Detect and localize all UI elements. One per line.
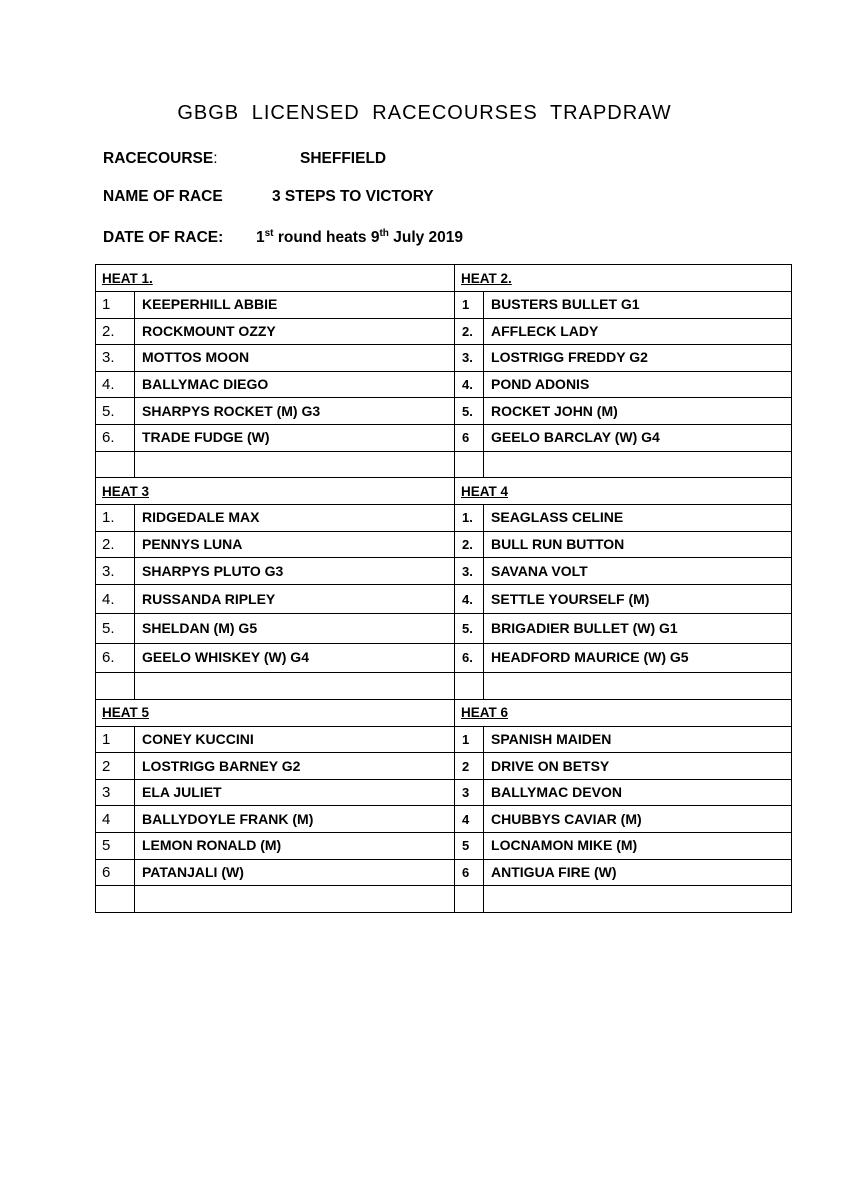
trap-number: 5. bbox=[96, 614, 135, 643]
runner-name: SHARPYS PLUTO G3 bbox=[135, 558, 455, 585]
runner-name: BALLYDOYLE FRANK (M) bbox=[135, 806, 455, 833]
runner-name: BALLYMAC DEVON bbox=[484, 779, 792, 806]
runner-name: LEMON RONALD (M) bbox=[135, 833, 455, 860]
trap-number: 4. bbox=[96, 371, 135, 398]
trap-number: 5. bbox=[455, 398, 484, 425]
runner-name: CONEY KUCCINI bbox=[135, 726, 455, 753]
trap-number: 1. bbox=[96, 505, 135, 532]
blank-cell bbox=[455, 451, 484, 478]
runner-name: SAVANA VOLT bbox=[484, 558, 792, 585]
table-row bbox=[96, 614, 792, 643]
runner-name: LOSTRIGG BARNEY G2 bbox=[135, 753, 455, 780]
table-row bbox=[96, 753, 792, 780]
blank-row bbox=[96, 886, 792, 913]
blank-cell bbox=[135, 451, 455, 478]
runner-name: POND ADONIS bbox=[484, 371, 792, 398]
runner-name: SHELDAN (M) G5 bbox=[135, 614, 455, 643]
trap-number: 4 bbox=[455, 806, 484, 833]
heat-title: HEAT 2. bbox=[455, 265, 792, 292]
trap-number: 4. bbox=[455, 371, 484, 398]
race-name-line bbox=[103, 188, 434, 206]
runner-name: ROCKET JOHN (M) bbox=[484, 398, 792, 425]
trap-number: 1. bbox=[455, 505, 484, 532]
table-row bbox=[96, 806, 792, 833]
runner-name: RUSSANDA RIPLEY bbox=[135, 584, 455, 613]
blank-row bbox=[96, 451, 792, 478]
blank-cell bbox=[96, 451, 135, 478]
trap-number: 2. bbox=[455, 318, 484, 345]
blank-row bbox=[96, 673, 792, 700]
runner-name: CHUBBYS CAVIAR (M) bbox=[484, 806, 792, 833]
trap-number: 1 bbox=[455, 726, 484, 753]
blank-cell bbox=[455, 886, 484, 913]
trap-number: 3. bbox=[455, 345, 484, 372]
trap-number: 2. bbox=[96, 318, 135, 345]
trap-number: 6 bbox=[96, 859, 135, 886]
trap-number: 3 bbox=[96, 779, 135, 806]
trap-number: 6. bbox=[96, 424, 135, 451]
table-row bbox=[96, 558, 792, 585]
runner-name: LOSTRIGG FREDDY G2 bbox=[484, 345, 792, 372]
trap-number: 3. bbox=[96, 345, 135, 372]
trap-number: 5 bbox=[96, 833, 135, 860]
heat-title: HEAT 4 bbox=[455, 478, 792, 505]
table-row bbox=[96, 833, 792, 860]
runner-name: SPANISH MAIDEN bbox=[484, 726, 792, 753]
racecourse-value: SHEFFIELD bbox=[300, 150, 387, 167]
trap-number: 4. bbox=[455, 584, 484, 613]
runner-name: PENNYS LUNA bbox=[135, 531, 455, 558]
table-row bbox=[96, 398, 792, 425]
table-row bbox=[96, 859, 792, 886]
blank-cell bbox=[135, 886, 455, 913]
table-row bbox=[96, 318, 792, 345]
runner-name: KEEPERHILL ABBIE bbox=[135, 292, 455, 319]
table-row bbox=[96, 505, 792, 532]
runner-name: AFFLECK LADY bbox=[484, 318, 792, 345]
race-name-value: 3 STEPS TO VICTORY bbox=[272, 188, 434, 205]
trap-number: 6 bbox=[455, 859, 484, 886]
trap-number: 4. bbox=[96, 584, 135, 613]
runner-name: BRIGADIER BULLET (W) G1 bbox=[484, 614, 792, 643]
trap-number: 2 bbox=[96, 753, 135, 780]
trap-number: 6. bbox=[96, 643, 135, 672]
race-date-value: 1st round heats 9th July 2019 bbox=[256, 228, 464, 246]
runner-name: GEELO BARCLAY (W) G4 bbox=[484, 424, 792, 451]
table-row bbox=[96, 371, 792, 398]
table-row bbox=[96, 779, 792, 806]
blank-cell bbox=[96, 673, 135, 700]
table-row bbox=[96, 345, 792, 372]
trap-number: 2 bbox=[455, 753, 484, 780]
racecourse-label: RACECOURSE: bbox=[103, 150, 218, 167]
heat-title: HEAT 5 bbox=[96, 699, 455, 726]
table-row bbox=[96, 643, 792, 672]
runner-name: BALLYMAC DIEGO bbox=[135, 371, 455, 398]
race-date-line bbox=[103, 229, 463, 247]
trap-number: 1 bbox=[455, 292, 484, 319]
trap-number: 5. bbox=[455, 614, 484, 643]
runner-name: PATANJALI (W) bbox=[135, 859, 455, 886]
blank-cell bbox=[484, 886, 792, 913]
document-title: GBGB LICENSED RACECOURSES TRAPDRAW bbox=[177, 102, 672, 124]
heat-title: HEAT 1. bbox=[96, 265, 455, 292]
heat-title: HEAT 6 bbox=[455, 699, 792, 726]
runner-name: GEELO WHISKEY (W) G4 bbox=[135, 643, 455, 672]
runner-name: LOCNAMON MIKE (M) bbox=[484, 833, 792, 860]
trap-number: 2. bbox=[455, 531, 484, 558]
trap-number: 2. bbox=[96, 531, 135, 558]
runner-name: ELA JULIET bbox=[135, 779, 455, 806]
trap-number: 6 bbox=[455, 424, 484, 451]
racecourse-line bbox=[103, 150, 386, 168]
blank-cell bbox=[135, 673, 455, 700]
trap-number: 3. bbox=[96, 558, 135, 585]
blank-cell bbox=[484, 451, 792, 478]
runner-name: BUSTERS BULLET G1 bbox=[484, 292, 792, 319]
trap-number: 6. bbox=[455, 643, 484, 672]
table-row bbox=[96, 726, 792, 753]
blank-cell bbox=[484, 673, 792, 700]
runner-name: SETTLE YOURSELF (M) bbox=[484, 584, 792, 613]
runner-name: MOTTOS MOON bbox=[135, 345, 455, 372]
trap-number: 5. bbox=[96, 398, 135, 425]
race-date-label: DATE OF RACE: bbox=[103, 229, 224, 246]
table-row bbox=[96, 424, 792, 451]
table-row bbox=[96, 584, 792, 613]
blank-cell bbox=[455, 673, 484, 700]
runner-name: HEADFORD MAURICE (W) G5 bbox=[484, 643, 792, 672]
trap-number: 3 bbox=[455, 779, 484, 806]
heat-title: HEAT 3 bbox=[96, 478, 455, 505]
runner-name: ANTIGUA FIRE (W) bbox=[484, 859, 792, 886]
runner-name: SEAGLASS CELINE bbox=[484, 505, 792, 532]
trap-number: 3. bbox=[455, 558, 484, 585]
race-name-label: NAME OF RACE bbox=[103, 188, 223, 205]
runner-name: TRADE FUDGE (W) bbox=[135, 424, 455, 451]
runner-name: BULL RUN BUTTON bbox=[484, 531, 792, 558]
trap-number: 5 bbox=[455, 833, 484, 860]
table-row bbox=[96, 531, 792, 558]
trapdraw-table bbox=[95, 264, 792, 913]
runner-name: SHARPYS ROCKET (M) G3 bbox=[135, 398, 455, 425]
trap-number: 1 bbox=[96, 726, 135, 753]
blank-cell bbox=[96, 886, 135, 913]
runner-name: DRIVE ON BETSY bbox=[484, 753, 792, 780]
trap-number: 1 bbox=[96, 292, 135, 319]
table-row bbox=[96, 292, 792, 319]
runner-name: RIDGEDALE MAX bbox=[135, 505, 455, 532]
runner-name: ROCKMOUNT OZZY bbox=[135, 318, 455, 345]
trap-number: 4 bbox=[96, 806, 135, 833]
